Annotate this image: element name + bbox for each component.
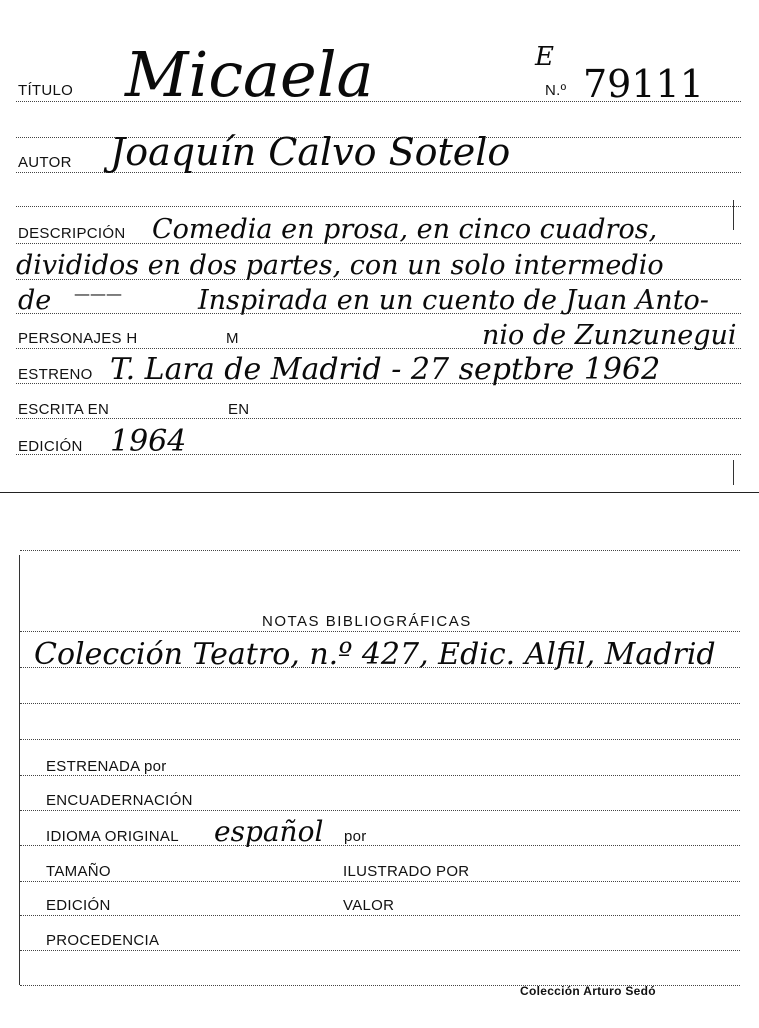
- titulo-value: Micaela: [125, 38, 374, 111]
- idioma-value: español: [214, 815, 324, 848]
- numero-prefix-mark: E: [535, 42, 554, 72]
- titulo-label: TÍTULO: [18, 82, 74, 99]
- idioma-rule: [20, 845, 740, 846]
- descripcion-line-4: nio de Zunzunegui: [482, 320, 737, 351]
- catalog-card-front: [0, 0, 759, 493]
- coleccion-label: Colección Arturo Sedó: [520, 984, 656, 998]
- procedencia-label: PROCEDENCIA: [46, 932, 160, 949]
- descripcion-label: DESCRIPCIÓN: [18, 225, 126, 242]
- edicion-label: EDICIÓN: [18, 438, 83, 455]
- notas-rule: [20, 631, 740, 632]
- estrenada-label: ESTRENADA por: [46, 758, 167, 775]
- descripcion-line-1: Comedia en prosa, en cinco cuadros,: [152, 214, 658, 245]
- tamano-label: TAMAÑO: [46, 863, 111, 880]
- escrita-rule: [16, 418, 741, 419]
- descripcion-line-3-dash: ———: [74, 284, 122, 303]
- escrita-label: ESCRITA EN: [18, 401, 110, 418]
- blank-rule: [20, 703, 740, 704]
- catalog-card-back: [0, 545, 759, 985]
- procedencia-rule: [20, 950, 740, 951]
- edicion-value: 1964: [110, 424, 187, 459]
- descripcion-line-3-de: de: [18, 285, 52, 316]
- autor-value: Joaquín Calvo Sotelo: [110, 130, 511, 174]
- back-edicion-label: EDICIÓN: [46, 897, 111, 914]
- descripcion-line-3: Inspirada en un cuento de Juan Anto-: [198, 285, 709, 316]
- personajes-label: PERSONAJES H: [18, 330, 138, 347]
- card-edge-mark: [733, 200, 734, 230]
- idioma-label: IDIOMA ORIGINAL: [46, 828, 179, 845]
- estreno-value: T. Lara de Madrid - 27 septbre 1962: [110, 352, 661, 387]
- escrita-en-label: EN: [228, 401, 250, 418]
- descripcion-line-2: divididos en dos partes, con un solo intermedio: [16, 250, 664, 281]
- edicion-valor-rule: [20, 915, 740, 916]
- blank-rule: [20, 739, 740, 740]
- estreno-label: ESTRENO: [18, 366, 93, 383]
- numero-value: 79111: [583, 62, 704, 106]
- top-rule: [20, 550, 740, 551]
- notas-label: NOTAS BIBLIOGRÁFICAS: [262, 613, 472, 630]
- card-left-edge: [19, 555, 20, 985]
- encuadernacion-rule: [20, 810, 740, 811]
- numero-label: N.º: [545, 82, 567, 99]
- personajes-m-label: M: [226, 330, 239, 347]
- tamano-rule: [20, 881, 740, 882]
- blank-rule: [16, 206, 741, 207]
- encuadernacion-label: ENCUADERNACIÓN: [46, 792, 193, 809]
- autor-label: AUTOR: [18, 154, 72, 171]
- idioma-por-label: por: [344, 828, 367, 845]
- card-edge-mark: [733, 460, 734, 485]
- estrenada-rule: [20, 775, 740, 776]
- ilustrado-label: ILUSTRADO POR: [343, 863, 470, 880]
- valor-label: VALOR: [343, 897, 395, 914]
- notas-value: Colección Teatro, n.º 427, Edic. Alfil, Madrid: [34, 637, 716, 672]
